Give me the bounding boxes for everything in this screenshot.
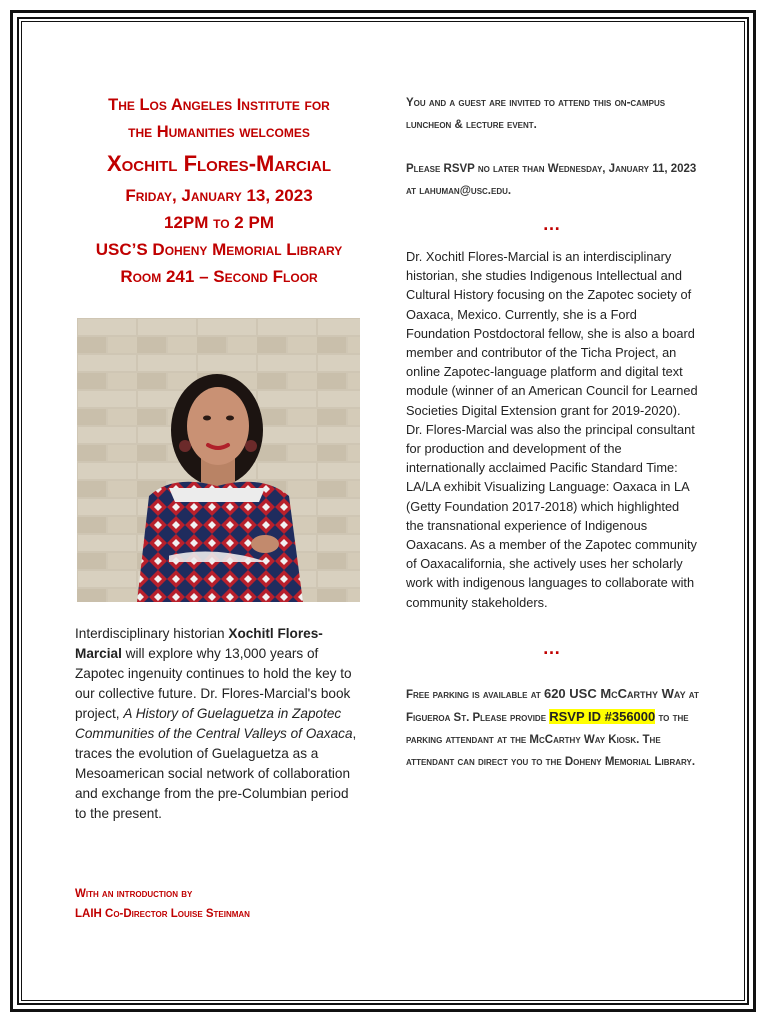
event-header	[74, 92, 364, 290]
bio-paragraph	[75, 624, 360, 824]
rsvp-deadline: Please RSVP no later than Wednesday, January 11, 2023 at lahuman@usc.edu.	[406, 163, 697, 197]
bio-text-1: Interdisciplinary historian	[75, 626, 229, 641]
separator-dots: …	[542, 214, 564, 234]
parking-info	[406, 683, 700, 773]
parking-text-3: to the parking attendant at the McCarthy Way Kiosk. The attendant can direct you to the Doheny Memorial Library.	[406, 711, 696, 768]
parking-address: 620 USC McCarthy Way	[543, 685, 686, 701]
separator-dots-2: …	[542, 637, 564, 658]
event-time: 12PM to 2 PM	[164, 213, 274, 232]
speaker-photo	[77, 318, 360, 602]
event-venue: USC’S Doheny Memorial Library	[95, 240, 343, 259]
header-line-2: the Humanities welcomes	[128, 123, 310, 141]
book-title: A History of Guelaguetza in Zapotec Communities of the Central Valleys of Oaxaca	[75, 706, 353, 741]
introduction-credit	[75, 884, 365, 924]
rsvp-id-highlight: RSVP ID #356000	[549, 708, 656, 724]
speaker-full-bio: Dr. Xochitl Flores-Marcial is an interdisciplinary historian, she studies Indigenous Intellectual and Cultural History focusing on the Zapotec society of Oaxaca, Mexico. Currently, she is a Ford Foundation Postdoctoral fellow, she is also a board member and contributor of the Ticha Project, an online Zapotec-language platform and digital text module (winner of an American Council for Learned Societies Digital Extension grant for 2019-2020). Dr. Flores-Marcial was also the principal consultant for production and development of the internationally acclaimed Pacific Standard Time: LA/LA exhibit Visualizing Language: Oaxaca in LA (Getty Foundation 2017-2018) which highlighted the transnational experience of Indigenous Oaxacans. As a member of the Zapotec community of Oaxacalifornia, she actively uses her scholarly work with indigenous languages to collaborate with community stakeholders.	[406, 249, 698, 610]
bio-speaker-name: Xochitl Flores-Marcial	[75, 626, 323, 661]
invitation-text: You and a guest are invited to attend this on-campus luncheon & lecture event.	[406, 97, 666, 131]
intro-line-1: With an introduction by	[75, 888, 193, 900]
header-line-1: The Los Angeles Institute for	[108, 96, 330, 114]
details-column	[406, 92, 700, 773]
event-room: Room 241 – Second Floor	[120, 267, 318, 286]
parking-text-2: at Figueroa St. Please provide	[406, 688, 699, 724]
speaker-name: Xochitl Flores-Marcial	[106, 151, 332, 176]
parking-text-1: Free parking is available at	[406, 688, 544, 701]
bio-text-2: will explore why 13,000 years of Zapotec ingenuity continues to hold the key to our collective future. Dr. Flores-Marcial's book project,	[75, 646, 352, 721]
speaker-bio-summary	[75, 624, 360, 824]
event-date: Friday, January 13, 2023	[125, 186, 313, 205]
intro-line-2: LAIH Co-Director Louise Steinman	[75, 908, 250, 920]
bio-text-3: , traces the evolution of Guelaguetza as a Mesoamerican social network of collaboration and exchange from the pre-Columbian period to the present.	[75, 726, 357, 821]
